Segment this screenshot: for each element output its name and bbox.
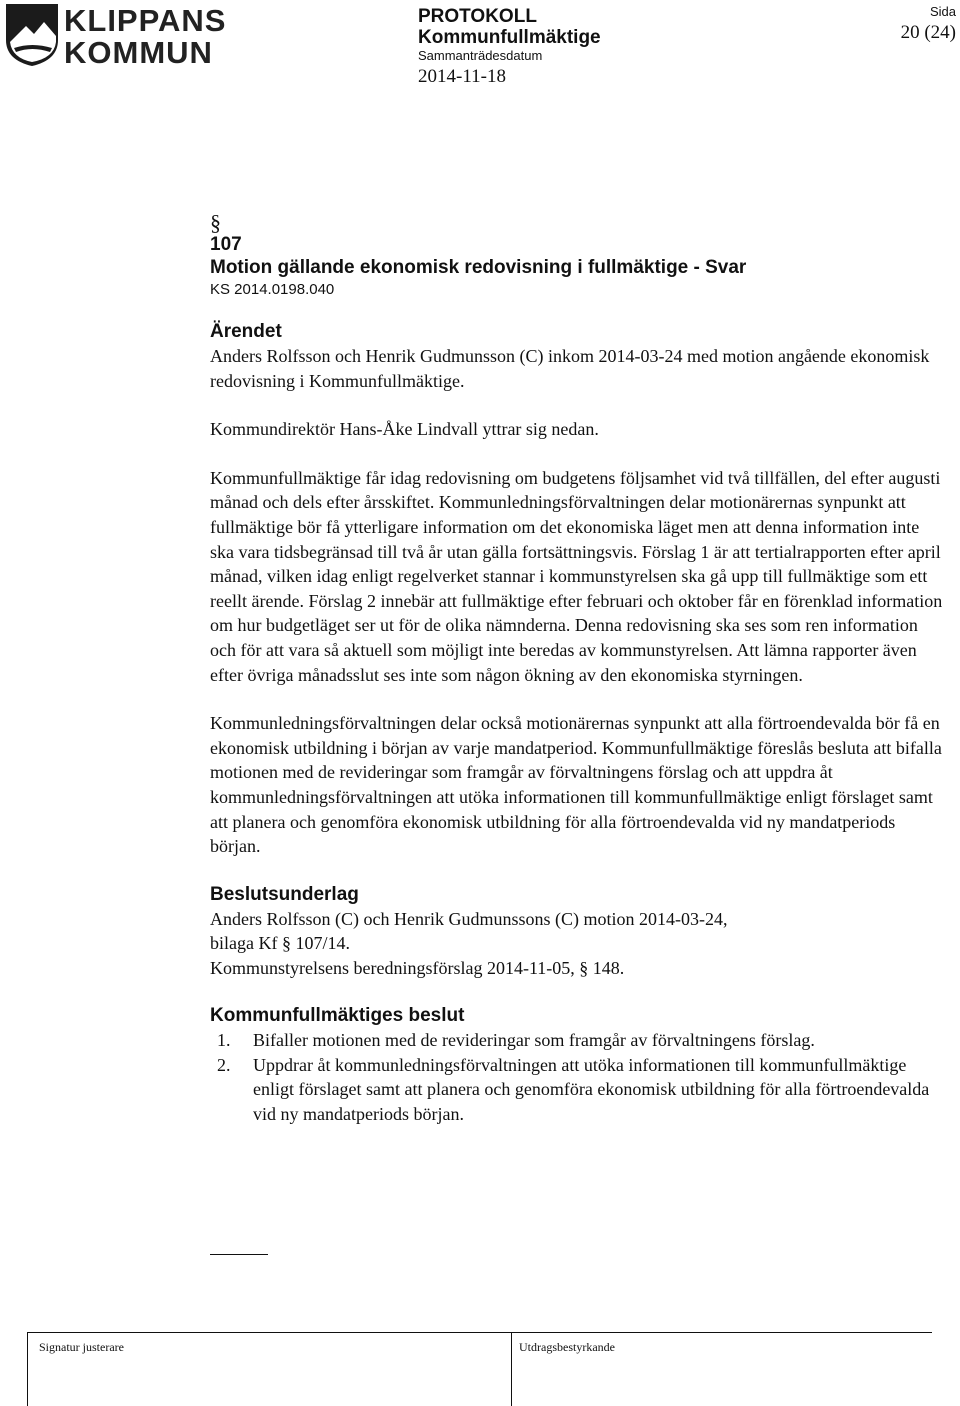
arendet-paragraph-2: Kommundirektör Hans-Åke Lindvall yttrar sig nedan. <box>210 419 599 440</box>
decision-number: 1. <box>217 1030 231 1051</box>
section-sign: § <box>210 210 221 235</box>
section-sign: § <box>579 957 589 978</box>
page-number: 20 (24) <box>900 22 956 43</box>
heading-beslutsunderlag: Beslutsunderlag <box>210 883 359 905</box>
meeting-date: 2014-11-18 <box>418 66 506 87</box>
decision-item <box>210 1028 945 1052</box>
heading-beslut: Kommunfullmäktiges beslut <box>210 1005 465 1027</box>
section-sign: § <box>281 933 291 954</box>
decision-item <box>210 1053 945 1126</box>
beslutsunderlag-line-3: Kommunstyrelsens beredningsförslag 2014-11-05, § 148. <box>210 957 625 978</box>
logo-text-line1: KLIPPANS <box>64 3 227 38</box>
body-name: Kommunfullmäktige <box>418 27 601 48</box>
footer-divider-left <box>27 1332 28 1406</box>
footer-divider-middle <box>511 1332 512 1406</box>
page-indicator <box>880 4 956 46</box>
beslutsunderlag-line-2: bilaga Kf § 107/14. <box>210 933 350 954</box>
decision-number: 2. <box>217 1054 231 1075</box>
municipal-crest-icon <box>4 2 60 68</box>
document-type: PROTOKOLL <box>418 6 537 27</box>
footer-divider <box>27 1332 932 1333</box>
page-label: Sida <box>929 4 956 19</box>
case-number: 107 <box>210 234 242 255</box>
klippan-logo <box>4 2 227 72</box>
decision-text: Uppdrar åt kommunledningsförvaltningen att utöka informationen till kommunfullmäktige enligt förslaget samt att planera och genomföra ekonomisk utbildning för alla förtroendevalda vid ny mandatperiods början. <box>253 1054 930 1124</box>
date-label: Sammanträdesdatum <box>418 48 543 63</box>
beslutsunderlag-line-1: Anders Rolfsson (C) och Henrik Gudmunssons (C) motion 2014-03-24, <box>210 908 728 929</box>
case-reference: KS 2014.0198.040 <box>210 281 335 298</box>
decision-list <box>210 1028 945 1126</box>
heading-arendet: Ärendet <box>210 321 282 342</box>
signature-field-label: Signatur justerare <box>39 1340 124 1354</box>
extract-certification-label: Utdragsbestyrkande <box>519 1340 615 1354</box>
arendet-paragraph-1: Anders Rolfsson och Henrik Gudmunsson (C) inkom 2014-03-24 med motion angående ekonomisk redovisning i Kommunfullmäktige. <box>210 346 930 391</box>
document-header <box>418 6 748 89</box>
arendet-paragraph-3: Kommunfullmäktige får idag redovisning om budgetens följsamhet vid två tillfällen, del efter augusti månad och dels efter årsskiftet. Kommunledningsförvaltningen delar motionärernas synpunkt att fullmäktige bör få ytterligare information om det ekonomiska läget men att denna information inte ska vara tidsbegränsad till två år utan gälla fortsättningsvis. Förslag 1 är att tertialrapporten efter april månad, vilken idag enligt regelverket stannar i kommunstyrelsen ska gå upp till fullmäktige som ett reellt ärende. Förslag 2 innebär att fullmäktige efter februari och oktober får en förenklad information om hur budgetläget ser ut för de olika nämnderna. Denna redovisning ska ses som ren information och för att vara så aktuell som möjligt inte beredas av kommunstyrelsen. Att lämna rapporter även efter övriga månadsslut ses inte som någon ökning av den ekonomiska styrningen. <box>210 467 943 685</box>
document-body <box>210 212 945 1126</box>
signature-footer <box>27 1320 960 1406</box>
end-marker-line <box>210 1254 268 1255</box>
case-title: Motion gällande ekonomisk redovisning i fullmäktige - Svar <box>210 257 747 278</box>
logo-text-line2: KOMMUN <box>64 35 213 70</box>
arendet-paragraph-4: Kommunledningsförvaltningen delar också motionärernas synpunkt att alla förtroendevalda bör få en ekonomisk utbildning i början av varje mandatperiod. Kommunfullmäktige föreslås besluta att bifalla motionen med de revideringar som framgår av förvaltningens förslag och att uppdra åt kommunledningsförvaltningen att utöka informationen till kommunfullmäktige enligt förslaget samt att planera och genomföra ekonomisk utbildning för alla förtroendevalda vid ny mandatperiods början. <box>210 713 942 857</box>
decision-text: Bifaller motionen med de revideringar som framgår av förvaltningens förslag. <box>253 1030 815 1051</box>
